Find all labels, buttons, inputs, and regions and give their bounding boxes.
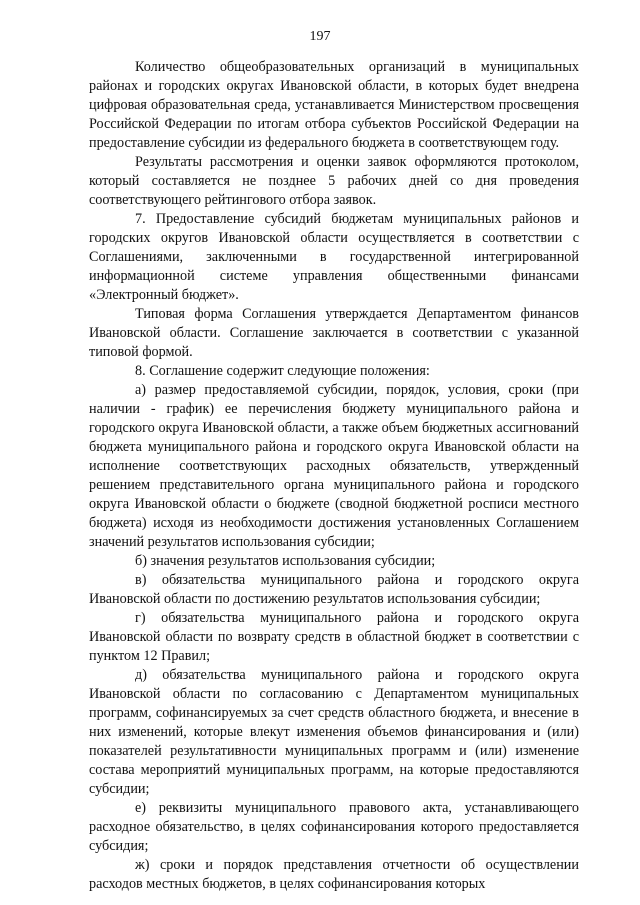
page-number: 197 — [309, 29, 331, 44]
list-item-b: б) значения результатов использования субсидии; — [135, 553, 436, 569]
paragraph-count-organizations: Количество общеобразовательных организаций в муниципальных районах и городских округах Ивановской области, в которых будет внедрена цифровая образовательная среда, устанавливается Министерством просвещения Российской Федерации по итогам отбора субъектов Российской Федерации на предоставление субсидии из федерального бюджета в соответствующем году. — [89, 59, 579, 151]
paragraph-agreement-form: Типовая форма Соглашения утверждается Департаментом финансов Ивановской области. Соглашение заключается в соответствии с указанной типовой формой. — [89, 306, 579, 360]
list-item-e: е) реквизиты муниципального правового акта, устанавливающего расходное обязательство, в целях софинансирования которого предоставляется субсидия; — [89, 800, 579, 854]
list-item-a: а) размер предоставляемой субсидии, порядок, условия, сроки (при наличии - график) ее перечисления бюджету муниципального района и городского округа Ивановской области, а также объем бюджетных ассигнований бюджета муниципального района и городского округа Ивановской области на исполнение соответствующих расходных обязательств, утвержденный решением представительного органа муниципального района и городского округа Ивановской области о бюджете (сводной бюджетной росписи местного бюджета) исходя из необходимости достижения установленных Соглашением значений результатов использования субсидии; — [89, 382, 579, 550]
list-item-d: д) обязательства муниципального района и городского округа Ивановской области по согласованию с Департаментом муниципальных программ, софинансируемых за счет средств областного бюджета, и внесение в них изменений, которые влекут изменения объемов финансирования и (или) показателей результативности муниципальных программ и (или) изменение состава мероприятий муниципальных программ, на которые предоставляются субсидии; — [89, 667, 579, 797]
paragraph-item-7: 7. Предоставление субсидий бюджетам муниципальных районов и городских округов Ивановской области осуществляется в соответствии с Соглашениями, заключенными в государственной интегрированной информационной системе управления общественными финансами «Электронный бюджет». — [89, 211, 579, 303]
list-item-v: в) обязательства муниципального района и городского округа Ивановской области по достижению результатов использования субсидии; — [89, 572, 579, 607]
paragraph-item-8: 8. Соглашение содержит следующие положения: — [135, 363, 430, 379]
list-item-g: г) обязательства муниципального района и городского округа Ивановской области по возврату средств в областной бюджет в соответствии с пунктом 12 Правил; — [89, 610, 579, 664]
paragraph-results-protocol: Результаты рассмотрения и оценки заявок оформляются протоколом, который составляется не позднее 5 рабочих дней со дня проведения соответствующего рейтингового отбора заявок. — [89, 154, 579, 208]
body-text — [89, 58, 579, 894]
list-item-zh: ж) сроки и порядок представления отчетности об осуществлении расходов местных бюджетов, в целях софинансирования которых — [89, 857, 579, 892]
